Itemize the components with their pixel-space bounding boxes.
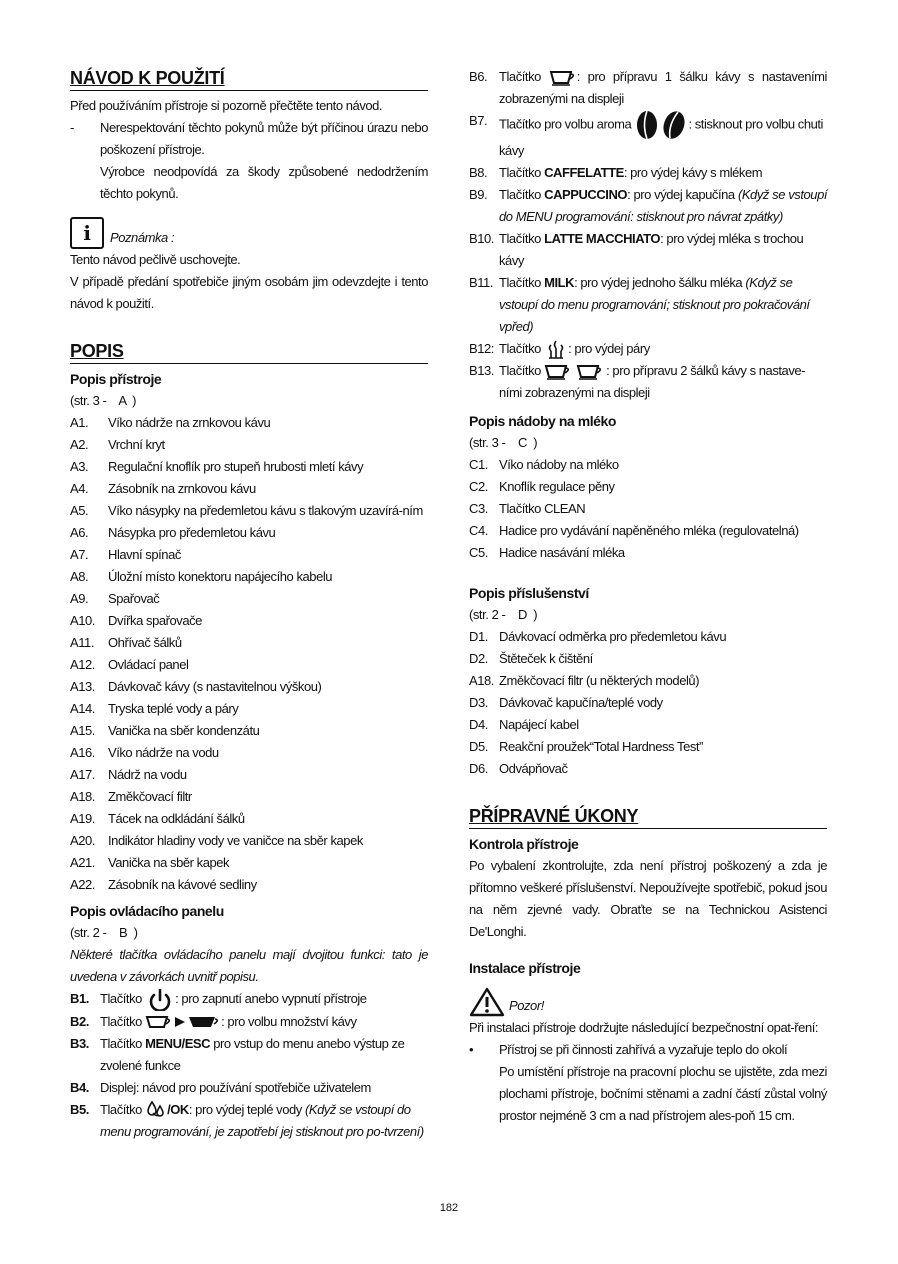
item-text: Indikátor hladiny vody ve vaničce na sběr kapek [108, 833, 363, 848]
item-key: A2. [70, 437, 89, 452]
warning-item [70, 117, 428, 205]
item-text: Tlačítko [100, 1035, 146, 1051]
item-key: A20. [70, 833, 95, 848]
item-key: B2. [70, 1013, 89, 1029]
caution-label: Pozor! [509, 998, 544, 1013]
item-key: B3. [70, 1035, 89, 1051]
two-cups-icon [544, 364, 606, 380]
note-header [70, 217, 428, 249]
list-item [469, 758, 827, 780]
item-key: C2. [469, 479, 488, 494]
item-key: B9. [469, 187, 488, 202]
item-key: D5. [469, 739, 488, 754]
item-text: Víko nádrže na vodu [108, 745, 219, 760]
list-item [70, 544, 428, 566]
item-key: A13. [70, 679, 95, 694]
list-item [469, 498, 827, 520]
item-key: C3. [469, 501, 488, 516]
item-text: : pro výdej mléka s trochou kávy [499, 231, 804, 268]
list-item [469, 454, 827, 476]
list-item-b12 [469, 338, 827, 360]
item-text: Tlačítko [499, 165, 545, 180]
panel-note: Některé tlačítka ovládacího panelu mají dvojitou funkci: tato je uvedena v závorkách uvnitř popisu. [70, 947, 428, 984]
item-key: B5. [70, 1101, 89, 1117]
list-item-b10 [469, 228, 827, 272]
item-key: A6. [70, 525, 89, 540]
item-key: B12: [469, 341, 494, 356]
list-item [469, 542, 827, 564]
item-key: B1. [70, 991, 89, 1006]
item-text: Štěteček k čištění [499, 651, 593, 666]
item-key: A16. [70, 745, 95, 760]
item-key: B6. [469, 69, 488, 84]
left-column [70, 66, 428, 1143]
steam-icon [544, 340, 568, 360]
item-key: D4. [469, 717, 488, 732]
list-item [70, 808, 428, 830]
accessories-title: Popis příslušenství [469, 585, 589, 601]
item-key: B10. [469, 231, 494, 246]
item-text: Nádrž na vodu [108, 767, 187, 782]
item-text: Tlačítko CLEAN [499, 501, 586, 516]
item-key: A1. [70, 415, 89, 430]
item-text: : pro výdej kávy s mlékem [623, 165, 763, 180]
item-text: Tlačítko [499, 69, 541, 84]
item-key: A8. [70, 569, 89, 584]
item-text: Víko nádoby na mléko [499, 457, 619, 472]
warning-text-2: Výrobce neodpovídá za škody způsobené nedodržením těchto pokynů. [100, 164, 428, 201]
item-text: : pro volbu množství kávy [221, 1013, 357, 1029]
list-item [70, 632, 428, 654]
item-text: Vanička na sběr kondenzátu [108, 723, 260, 738]
warning-icon [469, 987, 505, 1017]
list-item [70, 434, 428, 456]
list-item [469, 520, 827, 542]
item-text: Vanička na sběr kapek [108, 855, 230, 870]
item-key: A17. [70, 767, 95, 782]
item-text: Dávkovač kávy (s nastavitelnou výškou) [108, 679, 322, 694]
item-bold: LATTE MACCHIATO [544, 231, 661, 246]
item-text: Tlačítko [499, 275, 545, 290]
item-text: Spařovač [108, 591, 160, 606]
item-key: A3. [70, 459, 89, 474]
item-text: Úložní místo konektoru napájecího kabelu [108, 569, 333, 584]
item-italic: (Když se vstoupí do MENU programování: stisknout pro návrat zpátky) [499, 187, 828, 224]
panel-title: Popis ovládacího panelu [70, 903, 224, 919]
item-text: Tlačítko [499, 231, 545, 246]
section-title-pripravne: PŘÍPRAVNÉ ÚKONY [469, 804, 827, 829]
item-text: : pro výdej páry [568, 341, 650, 356]
item-text: Hadice pro vydávání napěněného mléka (regulovatelná) [499, 523, 799, 538]
item-key: B4. [70, 1079, 89, 1095]
panel-ref: (str. 2 - B ) [70, 925, 138, 940]
item-text: Víko nádrže na zrnkovou kávu [108, 415, 271, 430]
item-key: A7. [70, 547, 89, 562]
list-item-b3 [70, 1033, 428, 1077]
list-item [70, 500, 428, 522]
item-text: Zásobník na zrnkovou kávu [108, 481, 256, 496]
item-key: A5. [70, 503, 89, 518]
list-item [469, 648, 827, 670]
warning-text-1: Nerespektování těchto pokynů může být příčinou úrazu nebo poškození přístroje. [100, 120, 428, 157]
list-item-b8 [469, 162, 827, 184]
item-text: Dávkovač kapučína/teplé vody [499, 695, 663, 710]
item-text: : stisknout pro volbu chuti kávy [499, 116, 823, 158]
note-text-1: Tento návod pečlivě uschovejte. [70, 252, 241, 267]
page-number: 182 [439, 1202, 459, 1214]
item-text: Tlačítko [499, 341, 541, 356]
list-item [70, 566, 428, 588]
accessories-ref: (str. 2 - D ) [469, 607, 538, 622]
item-text: Napájecí kabel [499, 717, 579, 732]
list-item [70, 830, 428, 852]
device-ref: (str. 3 - A ) [70, 393, 137, 408]
coffee-bean-icon [634, 110, 688, 140]
list-item [469, 626, 827, 648]
intro-text: Před používáním přístroje si pozorně přečtěte tento návod. [70, 98, 383, 113]
item-text: pro vstup do menu anebo výstup ze zvolené funkce [100, 1035, 405, 1073]
item-text: Tlačítko [100, 1013, 142, 1029]
item-key: D6. [469, 761, 488, 776]
list-item [469, 714, 827, 736]
list-item-b5 [70, 1099, 428, 1143]
item-key: B7. [469, 113, 488, 128]
list-item [70, 742, 428, 764]
list-item [70, 698, 428, 720]
note-label: Poznámka : [110, 230, 175, 245]
item-text: Odvápňovač [499, 761, 568, 776]
item-text: Násypka pro předemletou kávu [108, 525, 276, 540]
item-key: A12. [70, 657, 95, 672]
list-item [70, 478, 428, 500]
item-key: A10. [70, 613, 95, 628]
item-text: Hadice nasávání mléka [499, 545, 625, 560]
item-key: C1. [469, 457, 488, 472]
item-key: A19. [70, 811, 95, 826]
list-item [70, 412, 428, 434]
item-text: Tlačítko [499, 187, 545, 202]
item-key: A15. [70, 723, 95, 738]
list-item [70, 456, 428, 478]
item-text: Tácek na odkládání šálků [108, 811, 245, 826]
item-key: D2. [469, 651, 488, 666]
list-item-b7 [469, 110, 827, 162]
check-text: Po vybalení zkontrolujte, zda není přístroj poškozený a zda je přítomno veškeré příslušenství. Nepoužívejte spotřebič, pokud jsou na něm zjevné vady. Obraťte se na Technickou Asistenci De'Longhi. [469, 858, 827, 939]
list-item [70, 654, 428, 676]
item-key: C5. [469, 545, 488, 560]
accessories-list [469, 626, 827, 780]
list-item [70, 610, 428, 632]
item-bold: CAPPUCCINO [544, 187, 628, 202]
right-column [469, 66, 827, 1127]
single-cup-icon [549, 70, 577, 86]
item-key: A9. [70, 591, 89, 606]
item-text: Tryska teplé vody a páry [108, 701, 239, 716]
item-key: C4. [469, 523, 488, 538]
list-item [70, 764, 428, 786]
item-key: D3. [469, 695, 488, 710]
power-icon [145, 989, 175, 1011]
list-item [469, 692, 827, 714]
list-item-b11 [469, 272, 827, 338]
list-item [469, 476, 827, 498]
item-text: : pro výdej teplé vody [188, 1101, 305, 1117]
item-text: : pro přípravu 1 šálku kávy s nastaveními zobrazenými na displeji [499, 69, 827, 106]
item-bold: MILK [544, 275, 575, 290]
item-key: A18. [469, 673, 494, 688]
item-text: : pro zapnutí anebo vypnutí přístroje [175, 991, 367, 1006]
install-bullet [469, 1039, 827, 1127]
item-text: Hlavní spínač [108, 547, 181, 562]
list-item-b1 [70, 988, 428, 1011]
note-text-2: V případě předání spotřebiče jiným osobám jim odevzdejte i tento návod k použití. [70, 274, 428, 311]
list-item [70, 676, 428, 698]
item-text: Regulační knoflík pro stupeň hrubosti mletí kávy [108, 459, 364, 474]
item-text: Tlačítko pro volbu aroma [499, 116, 632, 132]
item-key: A4. [70, 481, 89, 496]
milk-title: Popis nádoby na mléko [469, 413, 616, 429]
item-text: Ohřívač šálků [108, 635, 182, 650]
item-bold: /OK [167, 1101, 189, 1117]
list-item-b6 [469, 66, 827, 110]
item-bold: MENU/ESC [145, 1035, 211, 1051]
item-text: : pro výdej kapučína [627, 187, 738, 202]
item-key: D1. [469, 629, 488, 644]
item-key: B8. [469, 165, 488, 180]
item-text: Knoflík regulace pěny [499, 479, 615, 494]
install-bullet-text-2: Po umístění přístroje na pracovní plochu se ujistěte, zda mezi plochami přístroje, bočními stěnami a zadní částí zůstal volný prostor nejméně 3 cm a nad přístrojem ales-poň 15 cm. [499, 1064, 827, 1123]
list-item-b9 [469, 184, 827, 228]
install-text: Při instalaci přístroje dodržujte následující bezpečnostní opat-ření: [469, 1020, 819, 1035]
section-title-navod: NÁVOD K POUŽITÍ [70, 66, 428, 91]
item-text: Tlačítko [499, 363, 541, 378]
list-item [70, 522, 428, 544]
cup-arrow-cup-icon [145, 1013, 221, 1031]
section-title-popis: POPIS [70, 339, 428, 364]
list-item-b13 [469, 360, 827, 404]
list-item-b2 [70, 1011, 428, 1033]
hot-water-icon [145, 1100, 167, 1120]
info-icon: i [70, 217, 104, 249]
list-item [70, 588, 428, 610]
install-bullet-text-1: Přístroj se při činnosti zahřívá a vyzařuje teplo do okolí [499, 1042, 788, 1057]
list-item [70, 852, 428, 874]
caution-header [469, 987, 827, 1017]
list-item [469, 736, 827, 758]
item-key: A22. [70, 877, 95, 892]
check-title: Kontrola přístroje [469, 836, 579, 852]
item-text: Změkčovací filtr (u některých modelů) [499, 673, 700, 688]
item-key: A14. [70, 701, 95, 716]
item-text: Dvířka spařovače [108, 613, 202, 628]
list-item [469, 670, 827, 692]
bullet-marker: • [469, 1042, 474, 1057]
item-key: A21. [70, 855, 95, 870]
item-text: Vrchní kryt [108, 437, 165, 452]
list-item [70, 786, 428, 808]
item-text: Displej: návod pro používání spotřebiče uživatelem [100, 1079, 371, 1095]
milk-list [469, 454, 827, 564]
item-italic: (Když se vstoupí do menu programování, je zapotřebí jej stisknout pro po-tvrzení) [100, 1101, 424, 1139]
item-text: Víko násypky na předemletou kávu s tlakovým uzavírá-ním [108, 503, 423, 518]
item-text: : pro přípravu 2 šálků kávy s nastave-ními zobrazenými na displeji [499, 363, 806, 400]
item-key: B11. [469, 275, 493, 290]
item-text: Reakční proužek“Total Hardness Test” [499, 739, 703, 754]
item-text: Dávkovací odměrka pro předemletou kávu [499, 629, 727, 644]
item-text: Tlačítko [100, 991, 142, 1006]
device-list [70, 412, 428, 896]
install-title: Instalace přístroje [469, 960, 581, 976]
item-key: A18. [70, 789, 95, 804]
item-text: Ovládací panel [108, 657, 189, 672]
item-text: Změkčovací filtr [108, 789, 192, 804]
device-title: Popis přístroje [70, 371, 162, 387]
item-text: : pro výdej jednoho šálku mléka [574, 275, 746, 290]
item-key: B13. [469, 363, 494, 378]
milk-ref: (str. 3 - C ) [469, 435, 538, 450]
list-item [70, 874, 428, 896]
item-italic: (Když se vstoupí do menu programování; stisknout pro pokračování vpřed) [499, 275, 810, 334]
list-item-b4 [70, 1077, 428, 1099]
dash-marker: - [70, 120, 74, 135]
item-bold: CAFFELATTE [544, 165, 624, 180]
item-text: Tlačítko [100, 1101, 142, 1117]
list-item [70, 720, 428, 742]
item-text: Zásobník na kávové sedliny [108, 877, 257, 892]
item-key: A11. [70, 635, 94, 650]
